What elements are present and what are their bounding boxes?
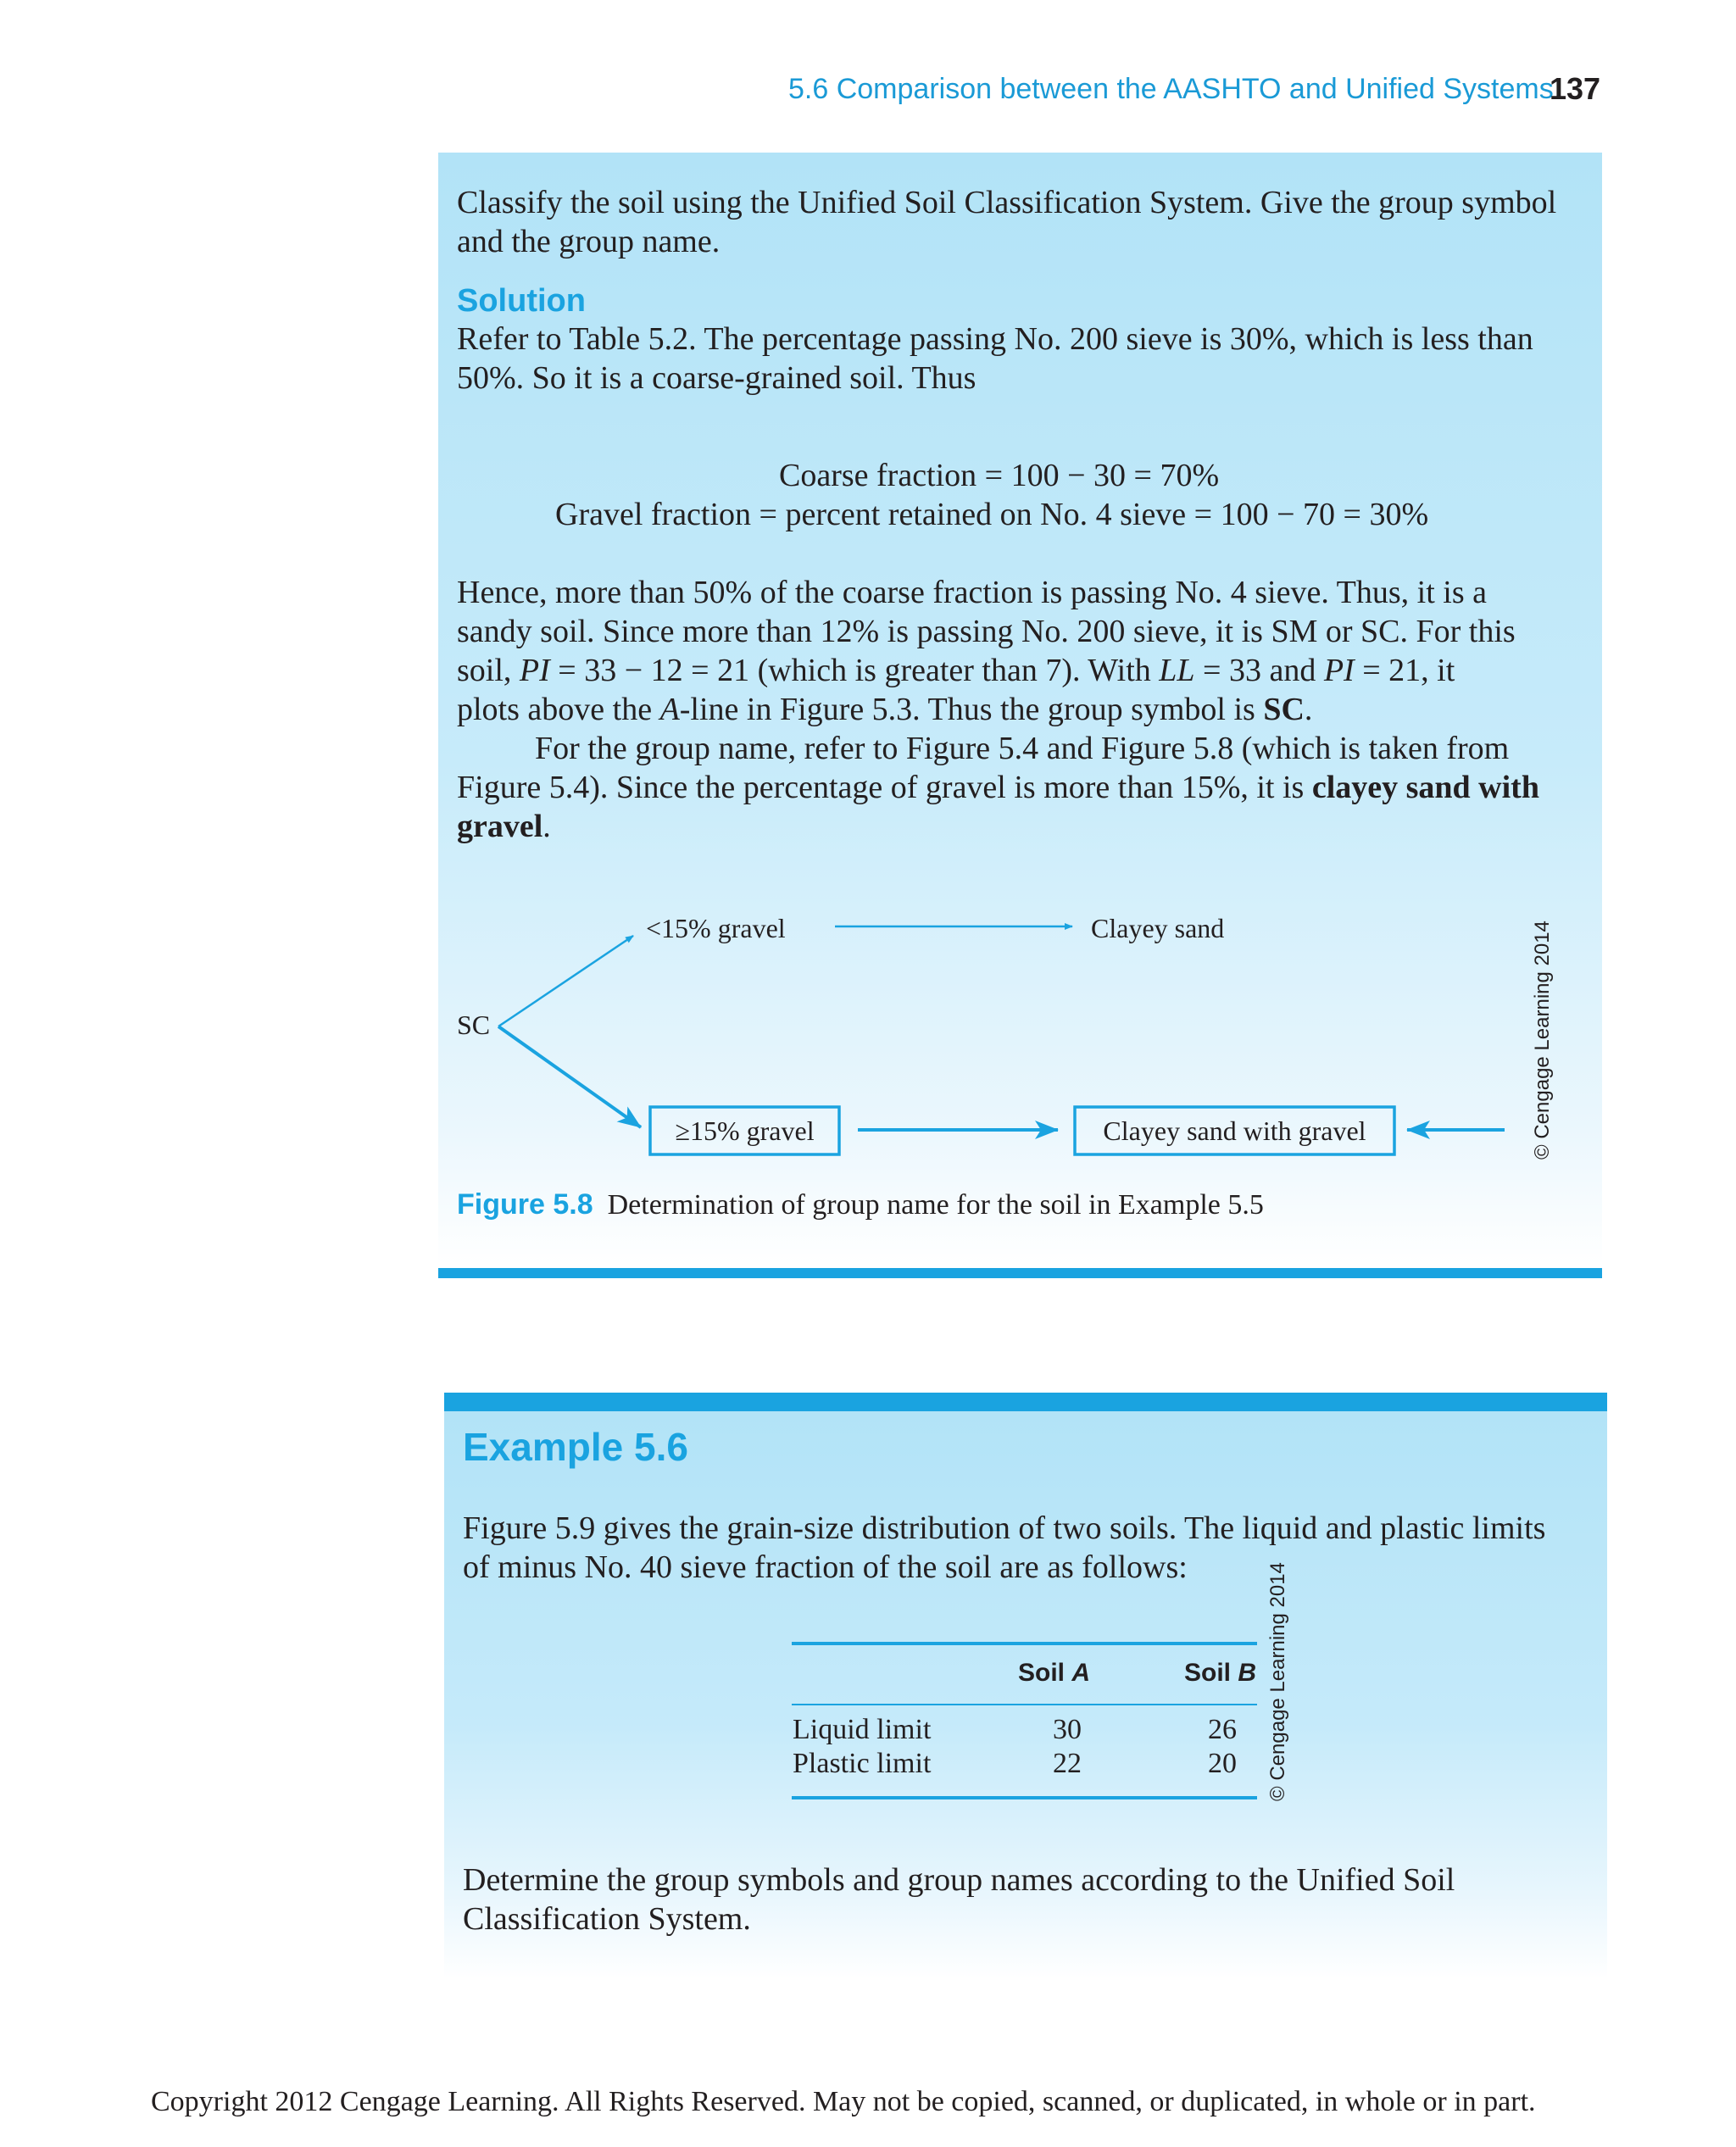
paragraph-line-5: For the group name, refer to Figure 5.4 and Figure 5.8 (which is taken from <box>535 731 1510 766</box>
table-row <box>792 1747 1257 1784</box>
paragraph-line-3: soil, PI = 33 − 12 = 21 (which is greater than 7). With LL = 33 and PI = 21, it <box>457 653 1455 688</box>
figure-caption-label: Figure 5.8 <box>457 1188 593 1221</box>
running-header-title: 5.6 Comparison between the AASHTO and Unified Systems <box>788 73 1554 105</box>
table-cell-soil-a: 30 <box>1053 1714 1082 1745</box>
intro-line-1: Classify the soil using the Unified Soil Classification System. Give the group symbol <box>457 185 1557 220</box>
intro-line-2: and the group name. <box>457 224 721 259</box>
group-name-bold: gravel <box>457 809 543 844</box>
node-clayey-sand: Clayey sand <box>1091 913 1225 943</box>
equation-gravel-fraction: Gravel fraction = percent retained on No. 4 sieve = 100 − 70 = 30% <box>555 497 1429 532</box>
paragraph-line-6: Figure 5.4). Since the percentage of gravel is more than 15%, it is clayey sand with <box>457 770 1539 805</box>
example-closing-line-2: Classification System. <box>463 1901 751 1937</box>
pi-symbol: PI <box>1323 653 1355 688</box>
node-ge15-gravel: ≥15% gravel <box>675 1115 815 1146</box>
ll-symbol: LL <box>1159 653 1195 688</box>
node-clayey-sand-with-gravel: Clayey sand with gravel <box>1103 1115 1366 1146</box>
table-header-soil-b: Soil B <box>1183 1659 1256 1687</box>
example-intro-line-1: Figure 5.9 gives the grain-size distribution of two soils. The liquid and plastic limits <box>463 1510 1546 1546</box>
figure-caption-text: Determination of group name for the soil in Example 5.5 <box>607 1189 1264 1221</box>
example-title: Example 5.6 <box>463 1425 688 1469</box>
solution-heading: Solution <box>457 283 586 319</box>
solution-line-2: 50%. So it is a coarse-grained soil. Thus <box>457 360 976 396</box>
equation-coarse-fraction: Coarse fraction = 100 − 30 = 70% <box>779 458 1220 493</box>
group-symbol-sc: SC <box>1263 692 1305 727</box>
example-intro-line-2: of minus No. 40 sieve fraction of the soil are as follows: <box>463 1549 1188 1585</box>
table-header-soil-a: Soil A <box>1017 1659 1090 1687</box>
node-lt15-gravel: <15% gravel <box>646 913 786 943</box>
solution-line-1: Refer to Table 5.2. The percentage passing No. 200 sieve is 30%, which is less than <box>457 321 1533 357</box>
table-copyright-credit: © Cengage Learning 2014 <box>1266 1562 1289 1801</box>
table-header-blank <box>792 1642 989 1705</box>
node-sc: SC <box>457 1010 491 1040</box>
limits-table <box>792 1642 1257 1784</box>
table-cell-soil-b: 20 <box>1208 1748 1237 1779</box>
table-cell-soil-b: 26 <box>1208 1714 1237 1745</box>
paragraph-line-7: gravel. <box>457 809 551 844</box>
pi-symbol: PI <box>519 653 550 688</box>
table-row-label: Plastic limit <box>793 1748 932 1779</box>
table-row-label: Liquid limit <box>793 1714 932 1745</box>
table-header-row <box>792 1642 1257 1705</box>
example-closing-line-1: Determine the group symbols and group names according to the Unified Soil <box>463 1862 1455 1898</box>
paragraph-line-2: sandy soil. Since more than 12% is passing No. 200 sieve, it is SM or SC. For this <box>457 614 1516 649</box>
copyright-footer: Copyright 2012 Cengage Learning. All Rights Reserved. May not be copied, scanned, or duplicated, in whole or in part. <box>151 2086 1536 2117</box>
paragraph-line-4: plots above the A-line in Figure 5.3. Thus the group symbol is SC. <box>457 692 1313 727</box>
paragraph-line-1: Hence, more than 50% of the coarse fraction is passing No. 4 sieve. Thus, it is a <box>457 575 1487 610</box>
table-row <box>792 1705 1257 1747</box>
table-cell-soil-a: 22 <box>1053 1748 1082 1779</box>
figure-copyright-credit: © Cengage Learning 2014 <box>1531 921 1554 1160</box>
page-number: 137 <box>1550 71 1601 106</box>
